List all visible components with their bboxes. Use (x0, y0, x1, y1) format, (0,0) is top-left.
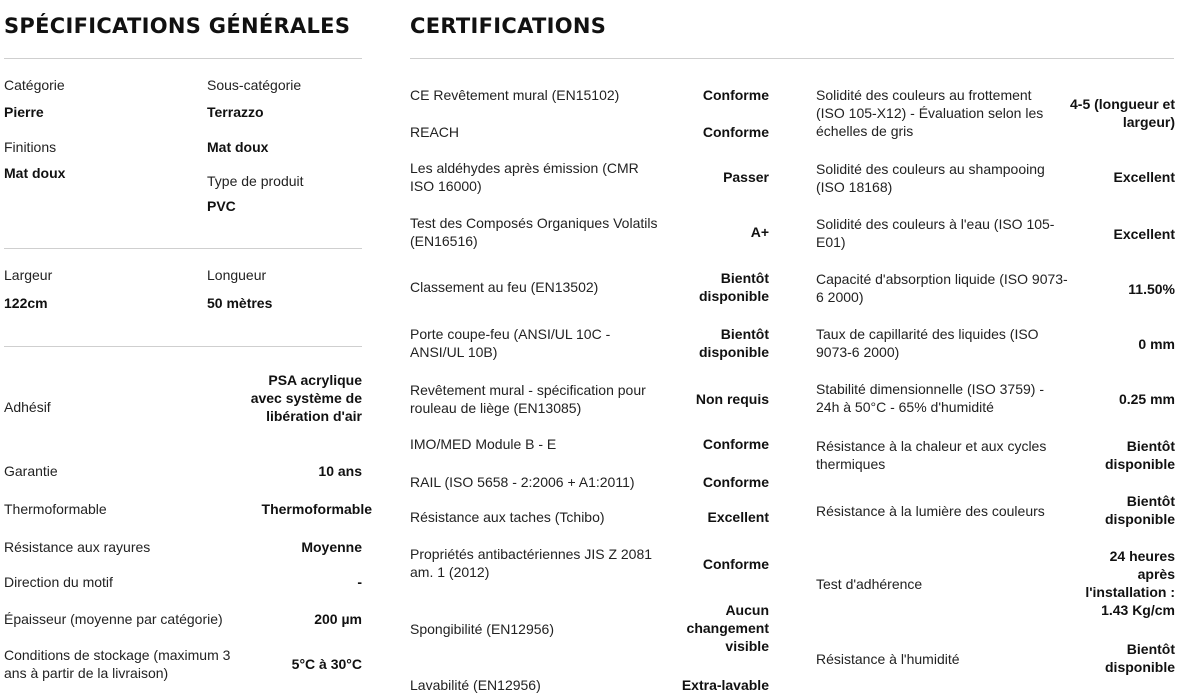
longueur-label: Longueur (207, 267, 267, 283)
cert-value: Excellent (707, 509, 769, 525)
cert-label: Revêtement mural - spécification pour rouleau de liège (EN13085) (410, 382, 646, 416)
cert-label: Résistance aux taches (Tchibo) (410, 509, 605, 525)
cert-label: Taux de capillarité des liquides (ISO 9073-6 2000) (816, 326, 1039, 360)
cert-label: Stabilité dimensionnelle (ISO 3759) - 24h à 50°C - 65% d'humidité (816, 381, 1045, 415)
cert-value: 11.50% (1128, 281, 1175, 297)
divider (410, 58, 1174, 59)
direction-motif-value: - (357, 574, 362, 590)
categorie-value: Pierre (4, 104, 44, 120)
rayures-value: Moyenne (301, 539, 362, 555)
cert-value: Aucun changement visible (686, 602, 769, 654)
epaisseur-value: 200 µm (314, 611, 362, 627)
thermoformable-label: Thermoformable (4, 501, 107, 517)
cert-label: Résistance à la chaleur et aux cycles thermiques (816, 438, 1047, 472)
cert-label: Classement au feu (EN13502) (410, 279, 599, 295)
cert-label: Propriétés antibactériennes JIS Z 2081 am. 1 (2012) (410, 546, 653, 580)
divider (4, 58, 362, 59)
cert-value: 24 heures après l'installation : 1.43 Kg/cm (1085, 548, 1175, 618)
cert-label: Test des Composés Organiques Volatils (EN16516) (410, 215, 658, 249)
cert-value: Conforme (702, 474, 769, 490)
sous-categorie-value: Terrazzo (207, 104, 264, 120)
type-produit-value: PVC (207, 198, 236, 214)
type-produit-label: Type de produit (207, 173, 304, 189)
cert-label: Solidité des couleurs à l'eau (ISO 105-E01) (816, 216, 1055, 250)
direction-motif-label: Direction du motif (4, 574, 113, 590)
certifications-title: CERTIFICATIONS (410, 14, 607, 38)
cert-label: RAIL (ISO 5658 - 2:2006 + A1:2011) (410, 474, 635, 490)
cert-label: IMO/MED Module B - E (410, 436, 557, 452)
cert-label: Porte coupe-feu (ANSI/UL 10C - ANSI/UL 10B) (410, 326, 611, 360)
cert-value: 4-5 (longueur et largeur) (1070, 96, 1176, 130)
cert-value: Bientôt disponible (699, 326, 769, 360)
cert-value: Excellent (1113, 226, 1175, 242)
cert-label: REACH (410, 124, 460, 140)
cert-label: Capacité d'absorption liquide (ISO 9073-6 2000) (816, 271, 1068, 305)
cert-label: Lavabilité (EN12956) (410, 677, 541, 693)
rayures-label: Résistance aux rayures (4, 539, 151, 555)
cert-value: Bientôt disponible (1105, 641, 1175, 675)
finitions-label: Finitions (4, 139, 57, 155)
cert-label: Solidité des couleurs au shampooing (ISO 18168) (816, 161, 1045, 195)
cert-label: Les aldéhydes après émission (CMR ISO 16000) (410, 160, 639, 194)
garantie-label: Garantie (4, 463, 58, 479)
cert-value: Conforme (702, 87, 769, 103)
sous-categorie-label: Sous-catégorie (207, 77, 302, 93)
stockage-label: Conditions de stockage (maximum 3 ans à partir de la livraison) (4, 647, 231, 681)
finitions-value-2: Mat doux (207, 139, 269, 155)
divider (4, 346, 362, 347)
cert-value: 0.25 mm (1118, 391, 1175, 407)
cert-value: 0 mm (1138, 336, 1175, 352)
stockage-value: 5°C à 30°C (291, 656, 362, 672)
cert-label: Résistance à l'humidité (816, 651, 960, 667)
cert-label: Solidité des couleurs au frottement (ISO 105-X12) - Évaluation selon les échelles de gris (816, 87, 1044, 139)
cert-label: Résistance à la lumière des couleurs (816, 503, 1045, 519)
epaisseur-label: Épaisseur (moyenne par catégorie) (4, 611, 223, 627)
cert-label: Test d'adhérence (816, 576, 923, 592)
cert-value: Conforme (702, 124, 769, 140)
cert-value: Bientôt disponible (1105, 493, 1175, 527)
cert-value: A+ (750, 224, 769, 240)
longueur-value: 50 mètres (207, 295, 273, 311)
cert-value: Excellent (1113, 169, 1175, 185)
cert-label: CE Revêtement mural (EN15102) (410, 87, 620, 103)
garantie-value: 10 ans (318, 463, 362, 479)
cert-value: Extra-lavable (681, 677, 769, 693)
adhesif-label: Adhésif (4, 399, 51, 415)
thermoformable-value: Thermoformable (261, 501, 372, 517)
cert-value: Conforme (702, 556, 769, 572)
finitions-value: Mat doux (4, 165, 66, 181)
largeur-label: Largeur (4, 267, 53, 283)
divider (4, 248, 362, 249)
largeur-value: 122cm (4, 295, 48, 311)
cert-label: Spongibilité (EN12956) (410, 621, 554, 637)
cert-value: Bientôt disponible (1105, 438, 1175, 472)
cert-value: Passer (723, 169, 769, 185)
cert-value: Non requis (695, 391, 769, 407)
cert-value: Bientôt disponible (699, 270, 769, 304)
general-specs-title: SPÉCIFICATIONS GÉNÉRALES (4, 14, 351, 38)
adhesif-value: PSA acrylique avec système de libération d'air (250, 372, 362, 424)
categorie-label: Catégorie (4, 77, 65, 93)
cert-value: Conforme (702, 436, 769, 452)
